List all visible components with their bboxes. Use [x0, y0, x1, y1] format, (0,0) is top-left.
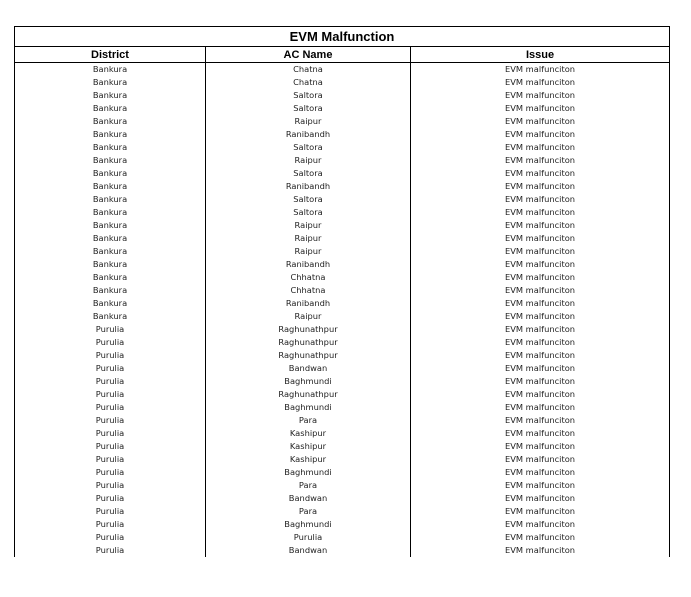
district-cell: Purulia — [15, 518, 206, 531]
ac-name-cell: Para — [206, 479, 411, 492]
district-cell: Purulia — [15, 453, 206, 466]
district-cell: Bankura — [15, 141, 206, 154]
ac-name-cell: Raipur — [206, 115, 411, 128]
ac-name-cell: Para — [206, 414, 411, 427]
spreadsheet — [14, 26, 669, 557]
table-row — [15, 115, 670, 128]
ac-name-cell: Purulia — [206, 531, 411, 544]
issue-cell: EVM malfunciton — [411, 297, 670, 310]
issue-cell: EVM malfunciton — [411, 271, 670, 284]
district-cell: Purulia — [15, 388, 206, 401]
district-cell: Purulia — [15, 362, 206, 375]
table-row — [15, 440, 670, 453]
table-row — [15, 466, 670, 479]
issue-cell: EVM malfunciton — [411, 479, 670, 492]
ac-name-cell: Ranibandh — [206, 128, 411, 141]
district-cell: Bankura — [15, 154, 206, 167]
district-cell: Purulia — [15, 414, 206, 427]
district-cell: Purulia — [15, 427, 206, 440]
ac-name-cell: Chhatna — [206, 284, 411, 297]
table-row — [15, 102, 670, 115]
district-cell: Purulia — [15, 531, 206, 544]
ac-name-cell: Raghunathpur — [206, 349, 411, 362]
issue-cell: EVM malfunciton — [411, 128, 670, 141]
issue-cell: EVM malfunciton — [411, 284, 670, 297]
issue-cell: EVM malfunciton — [411, 505, 670, 518]
district-cell: Bankura — [15, 258, 206, 271]
district-cell: Purulia — [15, 349, 206, 362]
district-cell: Purulia — [15, 479, 206, 492]
ac-name-cell: Bandwan — [206, 544, 411, 557]
table-row — [15, 206, 670, 219]
issue-cell: EVM malfunciton — [411, 180, 670, 193]
ac-name-cell: Bandwan — [206, 362, 411, 375]
ac-name-cell: Ranibandh — [206, 180, 411, 193]
evm-malfunction-table — [14, 26, 670, 557]
ac-name-cell: Baghmundi — [206, 518, 411, 531]
ac-name-cell: Chatna — [206, 63, 411, 77]
issue-cell: EVM malfunciton — [411, 219, 670, 232]
ac-name-cell: Raghunathpur — [206, 388, 411, 401]
district-cell: Purulia — [15, 544, 206, 557]
issue-cell: EVM malfunciton — [411, 388, 670, 401]
district-cell: Bankura — [15, 297, 206, 310]
district-cell: Purulia — [15, 401, 206, 414]
district-cell: Bankura — [15, 310, 206, 323]
district-cell: Purulia — [15, 492, 206, 505]
issue-cell: EVM malfunciton — [411, 115, 670, 128]
district-cell: Bankura — [15, 128, 206, 141]
table-row — [15, 193, 670, 206]
ac-name-cell: Kashipur — [206, 440, 411, 453]
table-row — [15, 180, 670, 193]
ac-name-cell: Saltora — [206, 206, 411, 219]
district-cell: Purulia — [15, 466, 206, 479]
column-header-district: District — [15, 47, 206, 63]
table-body — [15, 63, 670, 558]
ac-name-cell: Ranibandh — [206, 297, 411, 310]
ac-name-cell: Raipur — [206, 245, 411, 258]
ac-name-cell: Raghunathpur — [206, 323, 411, 336]
district-cell: Bankura — [15, 102, 206, 115]
issue-cell: EVM malfunciton — [411, 492, 670, 505]
issue-cell: EVM malfunciton — [411, 323, 670, 336]
ac-name-cell: Raipur — [206, 310, 411, 323]
table-row — [15, 427, 670, 440]
issue-cell: EVM malfunciton — [411, 167, 670, 180]
issue-cell: EVM malfunciton — [411, 63, 670, 77]
district-cell: Bankura — [15, 284, 206, 297]
table-row — [15, 154, 670, 167]
table-row — [15, 271, 670, 284]
table-row — [15, 414, 670, 427]
ac-name-cell: Baghmundi — [206, 401, 411, 414]
district-cell: Bankura — [15, 180, 206, 193]
ac-name-cell: Saltora — [206, 141, 411, 154]
table-row — [15, 297, 670, 310]
table-row — [15, 141, 670, 154]
issue-cell: EVM malfunciton — [411, 427, 670, 440]
issue-cell: EVM malfunciton — [411, 89, 670, 102]
district-cell: Purulia — [15, 336, 206, 349]
district-cell: Bankura — [15, 76, 206, 89]
ac-name-cell: Bandwan — [206, 492, 411, 505]
table-row — [15, 336, 670, 349]
table-row — [15, 232, 670, 245]
ac-name-cell: Saltora — [206, 102, 411, 115]
issue-cell: EVM malfunciton — [411, 102, 670, 115]
district-cell: Purulia — [15, 440, 206, 453]
issue-cell: EVM malfunciton — [411, 141, 670, 154]
district-cell: Bankura — [15, 63, 206, 77]
ac-name-cell: Kashipur — [206, 427, 411, 440]
issue-cell: EVM malfunciton — [411, 401, 670, 414]
issue-cell: EVM malfunciton — [411, 518, 670, 531]
issue-cell: EVM malfunciton — [411, 544, 670, 557]
ac-name-cell: Para — [206, 505, 411, 518]
issue-cell: EVM malfunciton — [411, 375, 670, 388]
table-row — [15, 518, 670, 531]
table-row — [15, 362, 670, 375]
ac-name-cell: Saltora — [206, 193, 411, 206]
district-cell: Bankura — [15, 193, 206, 206]
district-cell: Bankura — [15, 206, 206, 219]
district-cell: Bankura — [15, 167, 206, 180]
issue-cell: EVM malfunciton — [411, 232, 670, 245]
district-cell: Bankura — [15, 232, 206, 245]
table-row — [15, 245, 670, 258]
table-row — [15, 479, 670, 492]
ac-name-cell: Raipur — [206, 219, 411, 232]
column-header-ac-name: AC Name — [206, 47, 411, 63]
table-row — [15, 388, 670, 401]
table-row — [15, 284, 670, 297]
district-cell: Purulia — [15, 505, 206, 518]
district-cell: Bankura — [15, 219, 206, 232]
table-row — [15, 349, 670, 362]
issue-cell: EVM malfunciton — [411, 310, 670, 323]
issue-cell: EVM malfunciton — [411, 154, 670, 167]
table-title: EVM Malfunction — [15, 27, 670, 47]
issue-cell: EVM malfunciton — [411, 76, 670, 89]
ac-name-cell: Ranibandh — [206, 258, 411, 271]
ac-name-cell: Chatna — [206, 76, 411, 89]
column-header-issue: Issue — [411, 47, 670, 63]
table-row — [15, 323, 670, 336]
issue-cell: EVM malfunciton — [411, 440, 670, 453]
issue-cell: EVM malfunciton — [411, 414, 670, 427]
table-row — [15, 219, 670, 232]
table-row — [15, 63, 670, 77]
table-row — [15, 505, 670, 518]
table-row — [15, 258, 670, 271]
table-row — [15, 310, 670, 323]
table-row — [15, 76, 670, 89]
ac-name-cell: Saltora — [206, 89, 411, 102]
table-row — [15, 531, 670, 544]
ac-name-cell: Raipur — [206, 232, 411, 245]
table-row — [15, 89, 670, 102]
table-row — [15, 544, 670, 557]
ac-name-cell: Saltora — [206, 167, 411, 180]
issue-cell: EVM malfunciton — [411, 466, 670, 479]
issue-cell: EVM malfunciton — [411, 453, 670, 466]
ac-name-cell: Raipur — [206, 154, 411, 167]
table-row — [15, 492, 670, 505]
issue-cell: EVM malfunciton — [411, 193, 670, 206]
district-cell: Purulia — [15, 375, 206, 388]
ac-name-cell: Baghmundi — [206, 375, 411, 388]
district-cell: Bankura — [15, 271, 206, 284]
table-row — [15, 375, 670, 388]
district-cell: Bankura — [15, 89, 206, 102]
issue-cell: EVM malfunciton — [411, 258, 670, 271]
table-row — [15, 128, 670, 141]
issue-cell: EVM malfunciton — [411, 349, 670, 362]
issue-cell: EVM malfunciton — [411, 336, 670, 349]
issue-cell: EVM malfunciton — [411, 206, 670, 219]
ac-name-cell: Baghmundi — [206, 466, 411, 479]
issue-cell: EVM malfunciton — [411, 362, 670, 375]
ac-name-cell: Kashipur — [206, 453, 411, 466]
issue-cell: EVM malfunciton — [411, 245, 670, 258]
district-cell: Purulia — [15, 323, 206, 336]
district-cell: Bankura — [15, 115, 206, 128]
table-row — [15, 167, 670, 180]
table-row — [15, 453, 670, 466]
issue-cell: EVM malfunciton — [411, 531, 670, 544]
district-cell: Bankura — [15, 245, 206, 258]
table-row — [15, 401, 670, 414]
ac-name-cell: Chhatna — [206, 271, 411, 284]
ac-name-cell: Raghunathpur — [206, 336, 411, 349]
